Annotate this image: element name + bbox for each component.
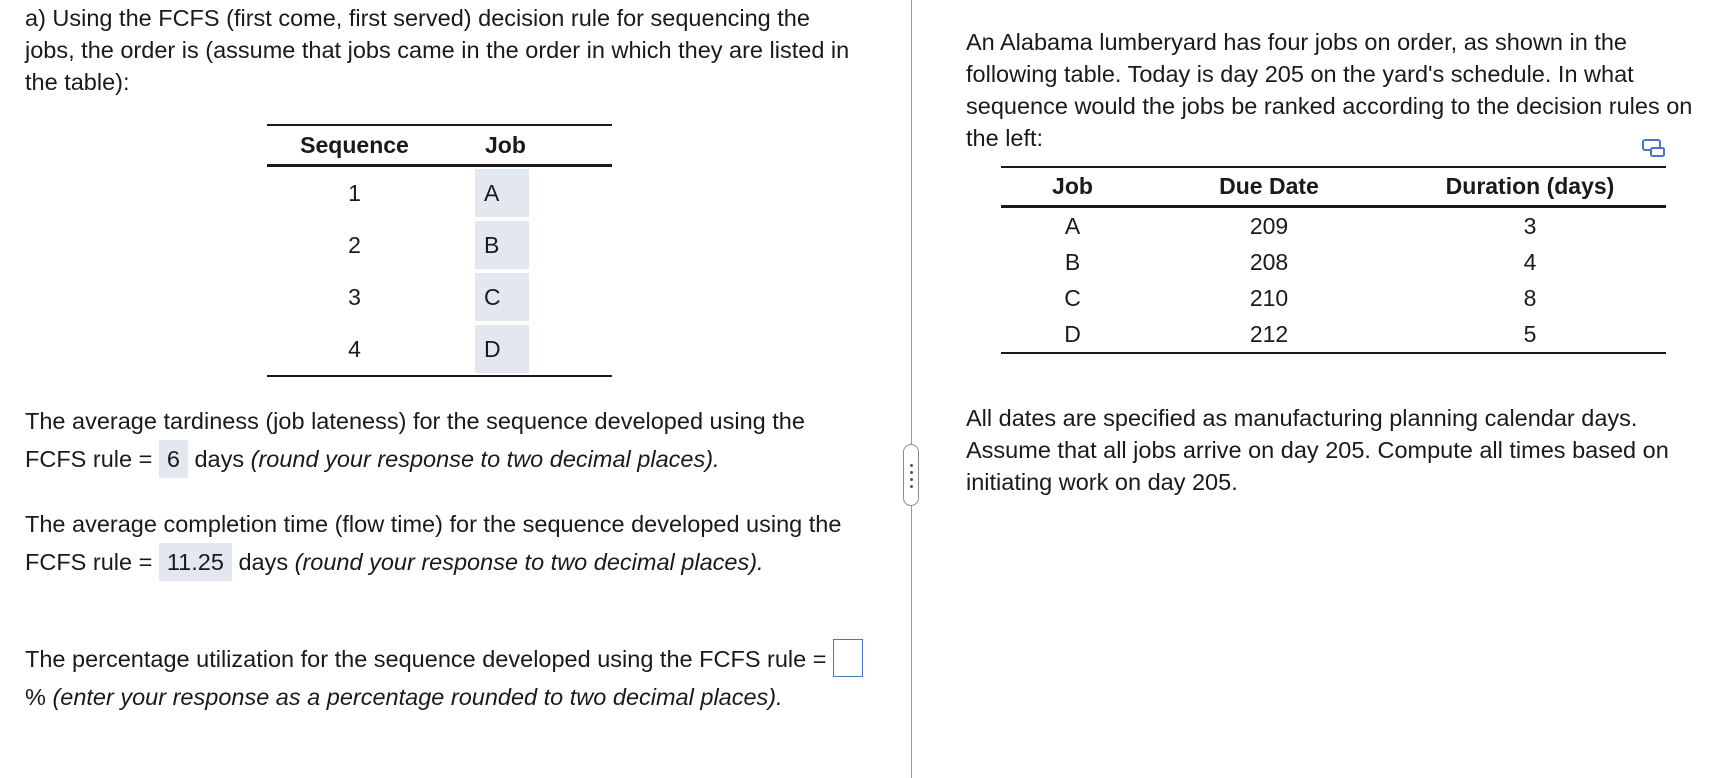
completion-hint: (round your response to two decimal places). <box>294 549 764 575</box>
tardiness-question <box>25 402 865 478</box>
due-date-cell: 210 <box>1249 284 1289 311</box>
utilization-prefix: The percentage utilization for the sequence developed using the FCFS rule = <box>25 646 827 672</box>
job-cell: C <box>1064 284 1081 311</box>
duration-col-header: Duration (days) <box>1394 167 1666 207</box>
table-row <box>267 271 612 323</box>
completion-unit: days <box>238 549 289 575</box>
tardiness-prefix: The average tardiness (job lateness) for the sequence developed using the FCFS rule = <box>25 408 805 472</box>
jobs-table <box>1001 166 1666 354</box>
job-header: Job <box>442 125 612 166</box>
completion-prefix: The average completion time (flow time) for the sequence developed using the FCFS rule = <box>25 511 842 575</box>
panel-divider <box>911 0 912 778</box>
sequence-number: 1 <box>348 179 361 206</box>
sequence-number: 4 <box>348 335 361 362</box>
job-cell: A <box>1064 212 1081 239</box>
table-row <box>1001 207 1666 245</box>
duration-cell: 5 <box>1523 320 1537 347</box>
job-answer-cell[interactable]: D <box>475 325 529 373</box>
duration-cell: 3 <box>1523 212 1537 239</box>
problem-note: All dates are specified as manufacturing planning calendar days. Assume that all jobs arrive on day 205. Compute all times based on initiating work on day 205. <box>966 404 1669 495</box>
job-answer-cell[interactable]: C <box>475 273 529 321</box>
due-date-cell: 212 <box>1249 320 1289 347</box>
tardiness-hint: (round your response to two decimal places). <box>250 446 720 472</box>
table-row <box>1001 316 1666 353</box>
job-answer-cell[interactable]: B <box>475 221 529 269</box>
problem-intro: An Alabama lumberyard has four jobs on order, as shown in the following table. Today is day 205 on the yard's schedule. In what sequence would the jobs be ranked according to the decision rules on the left: <box>966 28 1693 151</box>
utilization-input[interactable] <box>833 639 863 677</box>
duration-cell: 8 <box>1523 284 1537 311</box>
job-answer-cell[interactable]: A <box>475 169 529 217</box>
copy-icon[interactable] <box>1642 138 1666 158</box>
drag-handle-icon[interactable] <box>903 444 919 506</box>
sequence-header: Sequence <box>267 125 442 166</box>
completion-answer[interactable]: 11.25 <box>159 543 232 581</box>
table-row <box>267 323 612 376</box>
sequence-table <box>267 124 612 377</box>
due-date-cell: 208 <box>1249 248 1289 275</box>
due-date-cell: 209 <box>1249 212 1289 239</box>
table-row <box>1001 244 1666 280</box>
job-cell: D <box>1064 320 1081 347</box>
job-col-header: Job <box>1001 167 1144 207</box>
due-date-col-header: Due Date <box>1144 167 1394 207</box>
table-row <box>267 166 612 220</box>
sequence-number: 3 <box>348 283 361 310</box>
question-intro: a) Using the FCFS (first come, first served) decision rule for sequencing the jobs, the order is (assume that jobs came in the order in which they are listed in the table): <box>25 5 850 95</box>
job-cell: B <box>1064 248 1081 275</box>
tardiness-unit: days <box>194 446 245 472</box>
duration-cell: 4 <box>1523 248 1537 275</box>
sequence-number: 2 <box>348 231 361 258</box>
utilization-question <box>25 640 865 716</box>
table-row <box>267 219 612 271</box>
tardiness-answer[interactable]: 6 <box>159 440 188 478</box>
utilization-hint: (enter your response as a percentage rounded to two decimal places). <box>52 684 783 710</box>
table-row <box>1001 280 1666 316</box>
completion-question <box>25 505 865 581</box>
utilization-unit: % <box>25 684 46 710</box>
